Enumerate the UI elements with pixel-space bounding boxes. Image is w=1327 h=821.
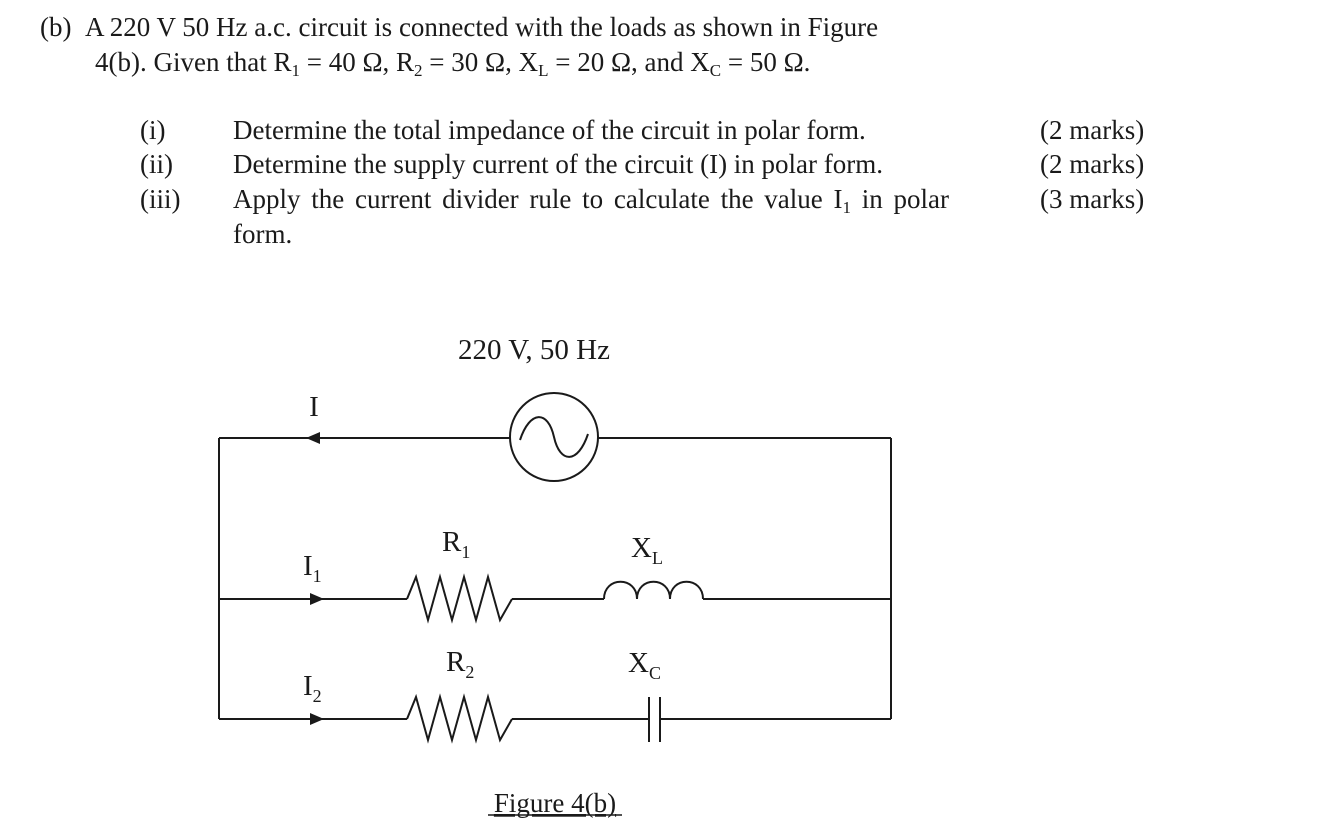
resistor-r1-icon [407,577,512,620]
intro-text: A 220 V 50 Hz a.c. circuit is connected with the loads as shown in Figure [84,12,879,42]
r1-subscript: 1 [291,61,300,80]
xl-main: X [631,532,652,564]
xl-value: = 20 Ω, and X [548,47,710,77]
item-2-number: (ii) [140,149,173,179]
xc-value: = 50 Ω. [721,47,811,77]
resistor-r2-icon [407,697,512,740]
given-prefix: 4(b). Given that R [95,47,292,77]
current-i-arrow-icon [306,432,320,444]
r2-label-subscript: 2 [465,662,475,682]
sine-wave-icon [520,417,588,457]
item-1-text: Determine the total impedance of the circuit in polar form. [233,115,866,145]
r2-value: = 30 Ω, X [422,47,539,77]
figure-caption: Figure 4(b) [493,788,617,818]
item-3-text-continued: form. [233,219,293,249]
r1-label [442,526,470,562]
item-3-text-b: in polar [851,184,949,214]
current-i1-arrow-icon [310,593,324,605]
current-i1-subscript: 1 [312,566,322,586]
inductor-xl-icon [604,582,703,599]
r2-subscript: 2 [414,61,423,80]
item-3-marks: (3 marks) [1040,184,1145,214]
source-label: 220 V, 50 Hz [458,334,610,366]
current-i-label: I [309,391,319,423]
xl-subscript: L [538,61,549,80]
r1-label-subscript: 1 [461,542,471,562]
part-label: (b) [40,12,72,42]
r1-value: = 40 Ω, R [299,47,415,77]
item-3-subscript: 1 [842,198,852,217]
item-3-text-a: Apply the current divider rule to calculate the value I [233,184,843,214]
current-i1-label [303,550,322,586]
item-1-marks: (2 marks) [1040,115,1145,145]
current-i2-subscript: 2 [312,686,322,706]
item-2-marks: (2 marks) [1040,149,1145,179]
xc-label-subscript: C [648,663,661,683]
xc-label [628,647,661,683]
current-i2-main: I [303,670,313,702]
r2-label [446,646,474,682]
current-i2-arrow-icon [310,713,324,725]
xl-label-subscript: L [651,548,663,568]
item-1-number: (i) [140,115,166,145]
xc-main: X [628,647,649,679]
item-2-text: Determine the supply current of the circuit (I) in polar form. [233,149,884,179]
item-3-number: (iii) [140,184,181,214]
current-i2-label [303,670,322,706]
xc-subscript: C [709,61,722,80]
r2-main: R [446,646,466,678]
current-i1-main: I [303,550,313,582]
r1-main: R [442,526,462,558]
xl-label [631,532,663,568]
